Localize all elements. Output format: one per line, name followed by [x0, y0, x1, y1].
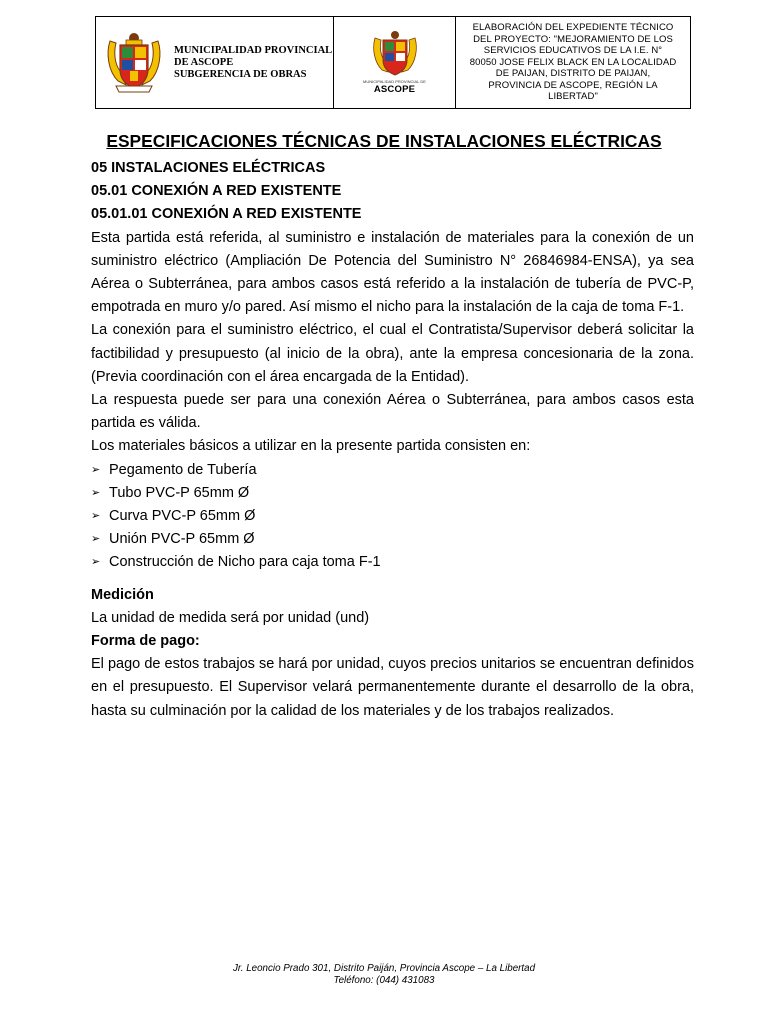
arrow-bullet-icon: ➢ [91, 510, 101, 523]
forma-pago-heading: Forma de pago: [91, 633, 200, 650]
project-line: PROVINCIA DE ASCOPE, REGIÓN LA [488, 79, 658, 91]
footer-phone: Teléfono: (044) 431083 [333, 975, 435, 986]
forma-pago-text: El pago de estos trabajos se hará por unidad, cuyos precios unitarios se encuentran definidos en el presupuesto. El Supervisor velará permanentemente durante el desarrollo de la obra, hasta su culminación por la calidad de los materiales y de los trabajos realizados. [91, 656, 694, 719]
section-heading: 05 INSTALACIONES ELÉCTRICAS [91, 160, 326, 176]
page-footer [0, 963, 768, 987]
item-heading: 05.01.01 CONEXIÓN A RED EXISTENTE [91, 206, 362, 223]
municipality-line-2: DE ASCOPE [174, 56, 234, 68]
ascope-logo-caption: MUNICIPALIDAD PROVINCIAL DE [363, 79, 426, 84]
spacer [91, 575, 694, 584]
ascope-crest-icon [372, 30, 418, 78]
arrow-bullet-icon: ➢ [91, 556, 101, 569]
project-line: 80050 JOSE FELIX BLACK EN LA LOCALIDAD [469, 56, 677, 68]
document-header [95, 16, 691, 109]
project-line: ELABORACIÓN DEL EXPEDIENTE TÉCNICO [472, 22, 674, 34]
municipality-cell [96, 17, 334, 108]
subsection-heading: 05.01 CONEXIÓN A RED EXISTENTE [91, 183, 342, 200]
arrow-bullet-icon: ➢ [91, 533, 101, 546]
list-item-text: Tubo PVC-P 65mm Ø [109, 484, 250, 501]
municipality-line-1: MUNICIPALIDAD PROVINCIAL [174, 44, 333, 56]
paragraph: La respuesta puede ser para una conexión Aérea o Subterránea, para ambos casos esta partida es válida. [91, 392, 694, 432]
project-line: LIBERTAD" [548, 91, 598, 103]
list-item [91, 528, 694, 551]
paragraph: Esta partida está referida, al suministro e instalación de materiales para la conexión de un suministro eléctrico (Ampliación De Potencia del Suministro N° 26846984-ENSA), ya sea Aérea o Subterránea, para ambos casos está referido a la instalación de tubería de PVC-P, empotrada en muro y/o pared. Así mismo el nicho para la instalación de la caja de toma F-1. [91, 229, 694, 316]
paragraph: La conexión para el suministro eléctrico, el cual el Contratista/Supervisor deberá solicitar la factibilidad y presupuesto (al inicio de la obra), ante la empresa concesionaria de la zona. (Previa coordinación con el área encargada de la Entidad). [91, 322, 694, 385]
project-cell [456, 17, 690, 108]
ascope-logo-cell [334, 17, 456, 108]
project-line: DEL PROYECTO: "MEJORAMIENTO DE LOS [473, 33, 673, 45]
list-item [91, 459, 694, 482]
ascope-logo-label: ASCOPE [373, 84, 416, 95]
municipality-name [174, 45, 332, 81]
document-body [91, 157, 694, 723]
municipality-line-3: SUBGERENCIA DE OBRAS [174, 68, 307, 80]
list-item-text: Construcción de Nicho para caja toma F-1 [109, 554, 381, 571]
document-title: ESPECIFICACIONES TÉCNICAS DE INSTALACIONES ELÉCTRICAS [106, 131, 662, 151]
project-description [470, 22, 677, 103]
project-line: DE PAIJAN, DISTRITO DE PAIJAN, [495, 68, 651, 80]
list-item-text: Pegamento de Tubería [109, 461, 257, 478]
list-item-text: Unión PVC-P 65mm Ø [109, 531, 255, 548]
list-item-text: Curva PVC-P 65mm Ø [109, 508, 256, 525]
list-item [91, 505, 694, 528]
medicion-text: La unidad de medida será por unidad (und) [91, 609, 370, 626]
arrow-bullet-icon: ➢ [91, 463, 101, 476]
footer-address: Jr. Leoncio Prado 301, Distrito Paiján, Provincia Ascope – La Libertad [232, 963, 536, 974]
medicion-heading: Medición [91, 586, 154, 603]
materials-list [91, 459, 694, 575]
arrow-bullet-icon: ➢ [91, 486, 101, 499]
list-item [91, 482, 694, 505]
project-line: SERVICIOS EDUCATIVOS DE LA I.E. N° [483, 45, 663, 57]
paragraph: Los materiales básicos a utilizar en la presente partida consisten en: [91, 438, 531, 455]
municipality-crest-icon [104, 31, 164, 95]
list-item [91, 551, 694, 574]
